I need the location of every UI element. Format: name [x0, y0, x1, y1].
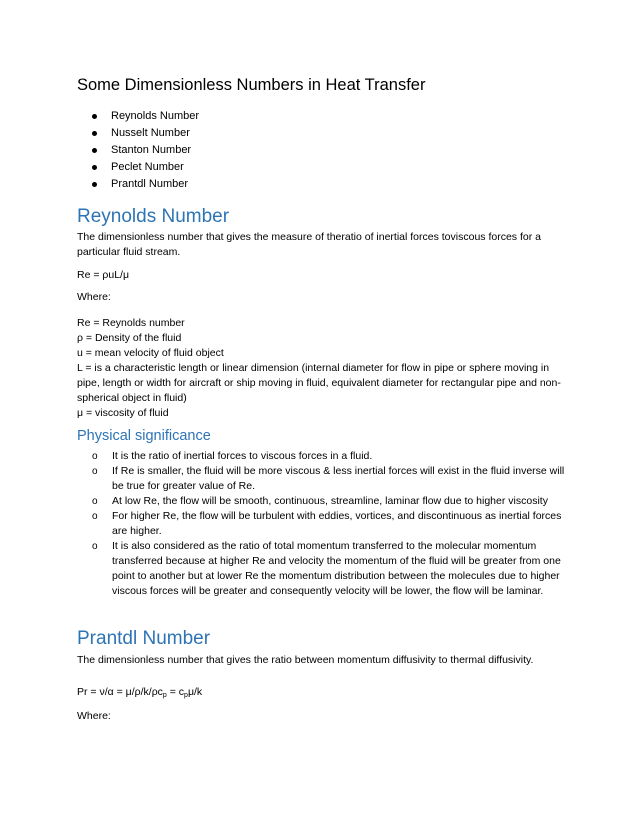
definition-item: ρ = Density of the fluid: [77, 332, 182, 344]
definition-item: Re = Reynolds number: [77, 317, 185, 329]
circle-bullet-icon: o: [92, 541, 98, 552]
topic-list-item: Reynolds Number: [111, 108, 199, 125]
significance-item: o At low Re, the flow will be smooth, continuous, streamline, laminar flow due to higher viscosity: [92, 495, 548, 507]
bullet-dot-icon: [92, 114, 97, 119]
significance-item: o If Re is smaller, the fluid will be more viscous & less inertial forces will exist in the fluid inverse will be true for greater value of Re.: [92, 465, 565, 492]
prandtl-intro: The dimensionless number that gives the ratio between momentum diffusivity to thermal diffusivity.: [77, 654, 534, 666]
reynolds-formula: Re = ρuL/μ: [77, 269, 130, 281]
physical-significance-heading: Physical significance: [77, 428, 211, 444]
physical-significance-list: [92, 449, 568, 599]
significance-item: o For higher Re, the flow will be turbulent with eddies, vortices, and discontinuous as inertial forces are higher.: [92, 510, 562, 537]
reynolds-where: Where:: [77, 291, 111, 303]
reynolds-heading: Reynolds Number: [77, 206, 230, 227]
topic-list-item: Nusselt Number: [111, 125, 199, 142]
definition-item: μ = viscosity of fluid: [77, 407, 169, 419]
prandtl-where: Where:: [77, 710, 111, 722]
bullet-dot-icon: [92, 182, 97, 187]
circle-bullet-icon: o: [92, 466, 98, 477]
definition-item: u = mean velocity of fluid object: [77, 347, 224, 359]
significance-item: o It is the ratio of inertial forces to viscous forces in a fluid.: [92, 450, 373, 462]
bullet-dot-icon: [92, 131, 97, 136]
bullet-dot-icon: [92, 148, 97, 153]
definition-item: L = is a characteristic length or linear dimension (internal diameter for flow in pipe or sphere moving in pipe, length or width for aircraft or ship moving in fluid, equivalent diameter for rectangular pipe and non-spherical object in fluid): [77, 362, 561, 404]
reynolds-definitions: [77, 316, 569, 421]
prandtl-formula: $Pr = \nu/\alpha = \mu/\rho/k/\rho c_p = c_p\mu/k$: [77, 686, 203, 699]
prandtl-heading: Prantdl Number: [77, 628, 211, 649]
topic-list-item: Stanton Number: [111, 142, 199, 159]
circle-bullet-icon: o: [92, 451, 98, 462]
reynolds-intro: The dimensionless number that gives the measure of theratio of inertial forces toviscous forces for a particular fluid stream.: [77, 231, 541, 258]
topic-list-item: Prantdl Number: [111, 176, 199, 193]
significance-item: o It is also considered as the ratio of total momentum transferred to the molecular momentum transferred because at higher Re and velocity the momentum of the fluid will be greater from one point to another but at lower Re the momentum distribution between the molecules due to higher viscous forces will be greater and consequently velocity will be lower, the flow will be laminar.: [92, 540, 561, 597]
document-title: Some Dimensionless Numbers in Heat Transfer: [77, 76, 426, 94]
bullet-dot-icon: [92, 165, 97, 170]
circle-bullet-icon: o: [92, 496, 98, 507]
circle-bullet-icon: o: [92, 511, 98, 522]
topic-list: [111, 108, 199, 193]
topic-list-item: Peclet Number: [111, 159, 199, 176]
